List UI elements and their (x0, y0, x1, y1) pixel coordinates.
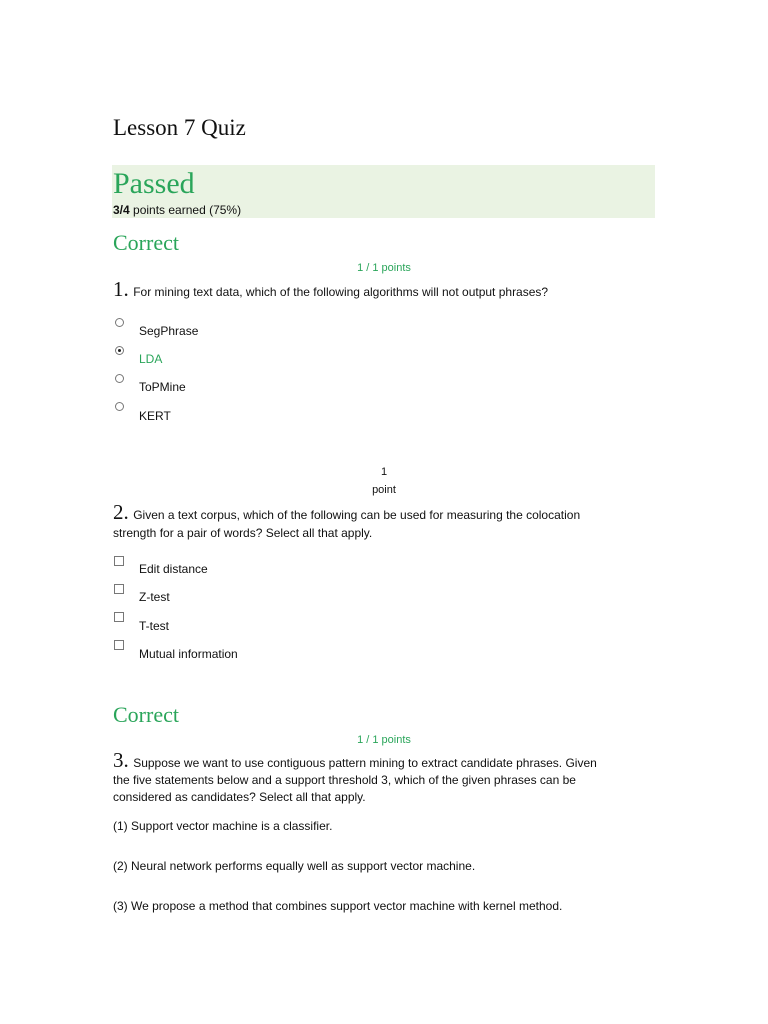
q1-option-kert: KERT (139, 409, 171, 423)
q1-option-lda: LDA (139, 352, 163, 366)
q3-statement-1: (1) Support vector machine is a classifier. (113, 819, 333, 833)
q3-text-line2: the five statements below and a support threshold 3, which of the given phrases can be (113, 773, 576, 787)
q2-text-line2: strength for a pair of words? Select all that apply. (113, 526, 373, 540)
score-fraction: 3/4 (113, 203, 130, 217)
q1-radio-lda[interactable] (115, 346, 124, 355)
q2-points-unit: point (372, 484, 396, 496)
score-summary (113, 203, 241, 217)
q2-checkbox-t-test[interactable] (114, 612, 124, 622)
q1-text: For mining text data, which of the following algorithms will not output phrases? (133, 285, 549, 299)
q3-text-line1: Suppose we want to use contiguous pattern mining to extract candidate phrases. Given (133, 756, 597, 770)
q2-prompt (113, 500, 673, 525)
q1-number: 1. (113, 277, 129, 301)
passed-status: Passed (113, 167, 195, 200)
q2-option-mutual-information: Mutual information (139, 647, 238, 661)
q3-statement-3: (3) We propose a method that combines support vector machine with kernel method. (113, 899, 563, 913)
q1-radio-topmine[interactable] (115, 374, 124, 383)
q1-radio-kert[interactable] (115, 402, 124, 411)
q1-feedback: Correct (113, 230, 179, 255)
quiz-title: Lesson 7 Quiz (113, 115, 246, 140)
q3-feedback: Correct (113, 702, 179, 727)
q3-prompt (113, 748, 673, 773)
q2-option-z-test: Z-test (139, 590, 170, 604)
q2-option-edit-distance: Edit distance (139, 562, 208, 576)
score-text: points earned (75%) (133, 203, 242, 217)
q2-points-value: 1 (380, 466, 388, 478)
q2-text-line1: Given a text corpus, which of the following can be used for measuring the colocation (133, 508, 581, 522)
q2-checkbox-mutual-information[interactable] (114, 640, 124, 650)
q2-number: 2. (113, 500, 129, 524)
q3-points: 1 / 1 points (357, 734, 411, 746)
q2-option-t-test: T-test (139, 619, 170, 633)
q1-option-segphrase: SegPhrase (139, 324, 199, 338)
q3-text-line3: considered as candidates? Select all that apply. (113, 790, 366, 804)
q1-points: 1 / 1 points (357, 262, 411, 274)
q3-number: 3. (113, 748, 129, 772)
q2-checkbox-z-test[interactable] (114, 584, 124, 594)
q3-statement-2: (2) Neural network performs equally well as support vector machine. (113, 859, 476, 873)
q1-radio-segphrase[interactable] (115, 318, 124, 327)
q1-option-topmine: ToPMine (139, 380, 186, 394)
q1-prompt (113, 277, 548, 302)
q2-checkbox-edit-distance[interactable] (114, 556, 124, 566)
